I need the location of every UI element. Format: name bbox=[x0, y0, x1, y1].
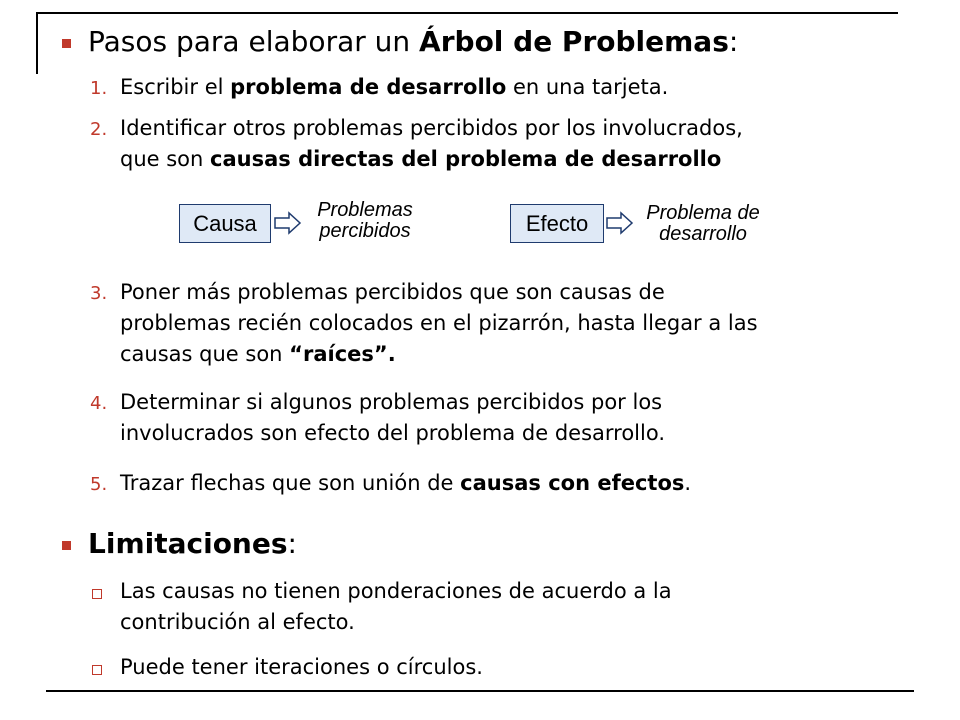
step-1-text: Escribir el problema de desarrollo en una tarjeta. bbox=[120, 75, 669, 99]
step-3-text: Poner más problemas percibidos que son causas de problemas recién colocados en el pizarrón, hasta llegar a las causas que son “raíces”. bbox=[120, 280, 758, 366]
step-number: 3. bbox=[90, 283, 108, 304]
limitation-2-text: Puede tener iteraciones o círculos. bbox=[120, 655, 483, 679]
bullet-icon bbox=[62, 541, 71, 550]
section-heading-limitations: Limitaciones: bbox=[88, 527, 297, 560]
section-heading-steps: Pasos para elaborar un Árbol de Problemas: bbox=[88, 25, 739, 58]
checkbox-bullet-icon bbox=[92, 665, 102, 675]
step-number: 2. bbox=[90, 119, 108, 140]
top-rule bbox=[36, 12, 898, 14]
bullet-icon bbox=[62, 39, 71, 48]
step-number: 5. bbox=[90, 474, 108, 495]
step-4-text: Determinar si algunos problemas percibidos por los involucrados son efecto del problema de desarrollo. bbox=[120, 390, 666, 445]
step-2-text: Identificar otros problemas percibidos por los involucrados, que son causas directas del problema de desarrollo bbox=[120, 116, 743, 171]
checkbox-bullet-icon bbox=[92, 589, 102, 599]
step-number: 1. bbox=[90, 78, 108, 99]
efecto-label: Problema de desarrollo bbox=[646, 202, 760, 245]
causa-label: Problemas percibidos bbox=[317, 199, 413, 242]
left-rule bbox=[36, 12, 38, 74]
limitation-1-text: Las causas no tienen ponderaciones de acuerdo a la contribución al efecto. bbox=[120, 579, 672, 634]
bottom-rule bbox=[46, 690, 914, 692]
causa-box: Causa bbox=[179, 204, 271, 243]
arrow-icon bbox=[274, 211, 302, 235]
step-5-text: Trazar flechas que son unión de causas con efectos. bbox=[120, 471, 692, 495]
step-number: 4. bbox=[90, 393, 108, 414]
efecto-box: Efecto bbox=[510, 204, 604, 243]
